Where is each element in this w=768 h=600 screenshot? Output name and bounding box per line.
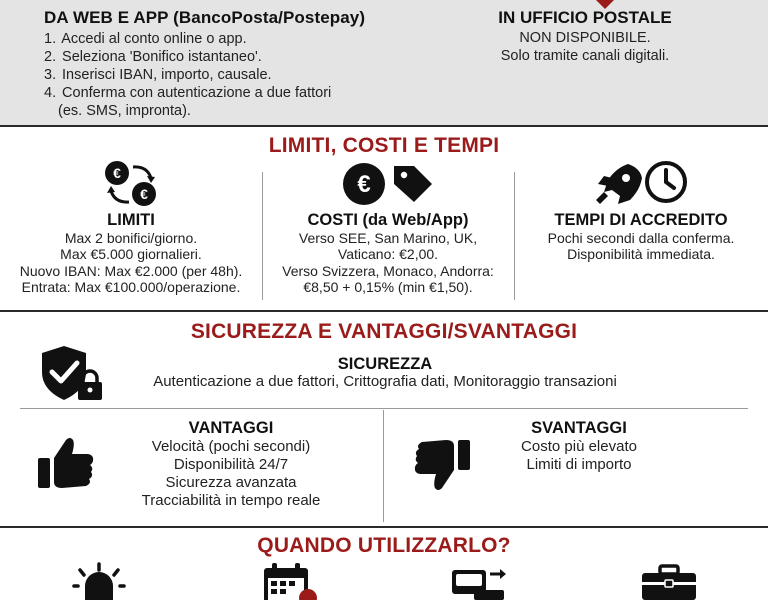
thumbs-up-icon	[36, 434, 96, 492]
row-divider	[20, 408, 748, 409]
times-title: TEMPI DI ACCREDITO	[554, 211, 728, 229]
costs-title: COSTI (da Web/App)	[307, 211, 469, 229]
costs-line: €8,50 + 0,15% (min €1,50).	[303, 279, 473, 295]
limits-column	[0, 212, 262, 296]
euro-price-tag-icon	[342, 162, 434, 206]
column-divider	[383, 410, 384, 522]
how-to-section	[0, 0, 768, 125]
times-line: Disponibilità immediata.	[567, 246, 715, 262]
security-title: SICUREZZA	[337, 355, 433, 373]
security-section-title: SICUREZZA E VANTAGGI/SVANTAGGI	[190, 320, 578, 343]
web-steps-list	[44, 30, 331, 120]
step-item: 3. Inserisci IBAN, importo, causale.	[44, 67, 272, 83]
costs-line: Verso SEE, San Marino, UK,	[298, 229, 478, 246]
section-divider	[0, 310, 768, 312]
times-line: Pochi secondi dalla conferma.	[547, 229, 735, 246]
web-app-title: DA WEB E APP (BancoPosta/Postepay)	[44, 8, 366, 27]
disadvantages-title: SVANTAGGI	[531, 419, 627, 437]
costs-line: Verso Svizzera, Monaco, Andorra:	[282, 262, 494, 279]
advantage-item: Velocità (pochi secondi)	[151, 437, 311, 455]
advantage-item: Disponibilità 24/7	[173, 455, 289, 473]
costs-line: Vaticano: €2,00.	[337, 246, 439, 262]
security-block	[100, 356, 670, 390]
limits-line: Max 2 bonifici/giorno.	[64, 229, 198, 246]
rocket-clock-icon	[592, 160, 692, 208]
calendar-icon	[262, 562, 318, 600]
post-office-note: Solo tramite canali digitali.	[500, 48, 670, 64]
disadvantages-column	[474, 420, 684, 474]
section-divider	[0, 526, 768, 528]
alarm-light-icon	[72, 562, 126, 600]
shield-lock-icon	[40, 344, 104, 402]
wallet-transfer-icon	[450, 566, 506, 600]
step-item: 4. Conferma con autenticazione a due fattori	[44, 85, 332, 101]
post-office-status: NON DISPONIBILE.	[519, 30, 651, 46]
limits-line: Entrata: Max €100.000/operazione.	[21, 279, 241, 295]
limits-section-title: LIMITI, COSTI E TEMPI	[268, 134, 500, 157]
times-column	[514, 212, 768, 263]
step-item: 1. Accedi al conto online o app.	[44, 31, 247, 47]
advantage-item: Tracciabilità in tempo reale	[141, 491, 321, 509]
post-office-title: IN UFFICIO POSTALE	[498, 8, 672, 27]
costs-column	[262, 212, 514, 296]
svg-text:€: €	[140, 186, 148, 202]
step-item: 2. Seleziona 'Bonifico istantaneo'.	[44, 49, 262, 65]
disadvantage-item: Limiti di importo	[526, 455, 632, 473]
advantage-item: Sicurezza avanzata	[165, 473, 297, 491]
advantages-column	[100, 420, 362, 510]
limits-title: LIMITI	[107, 211, 155, 229]
step-continuation: (es. SMS, impronta).	[58, 103, 191, 119]
svg-text:€: €	[357, 171, 371, 198]
security-line: Autenticazione a due fattori, Crittografia dati, Monitoraggio transazioni	[153, 372, 617, 390]
svg-text:€: €	[113, 165, 121, 181]
section-divider	[0, 125, 768, 127]
limits-line: Nuovo IBAN: Max €2.000 (per 48h).	[19, 262, 243, 279]
disadvantage-item: Costo più elevato	[521, 437, 637, 455]
advantages-title: VANTAGGI	[188, 419, 274, 437]
when-section-title: QUANDO UTILIZZARLO?	[257, 534, 511, 557]
thumbs-down-icon	[414, 436, 472, 494]
briefcase-icon	[640, 564, 698, 600]
limits-line: Max €5.000 giornalieri.	[60, 246, 202, 262]
euro-exchange-icon	[103, 160, 159, 208]
